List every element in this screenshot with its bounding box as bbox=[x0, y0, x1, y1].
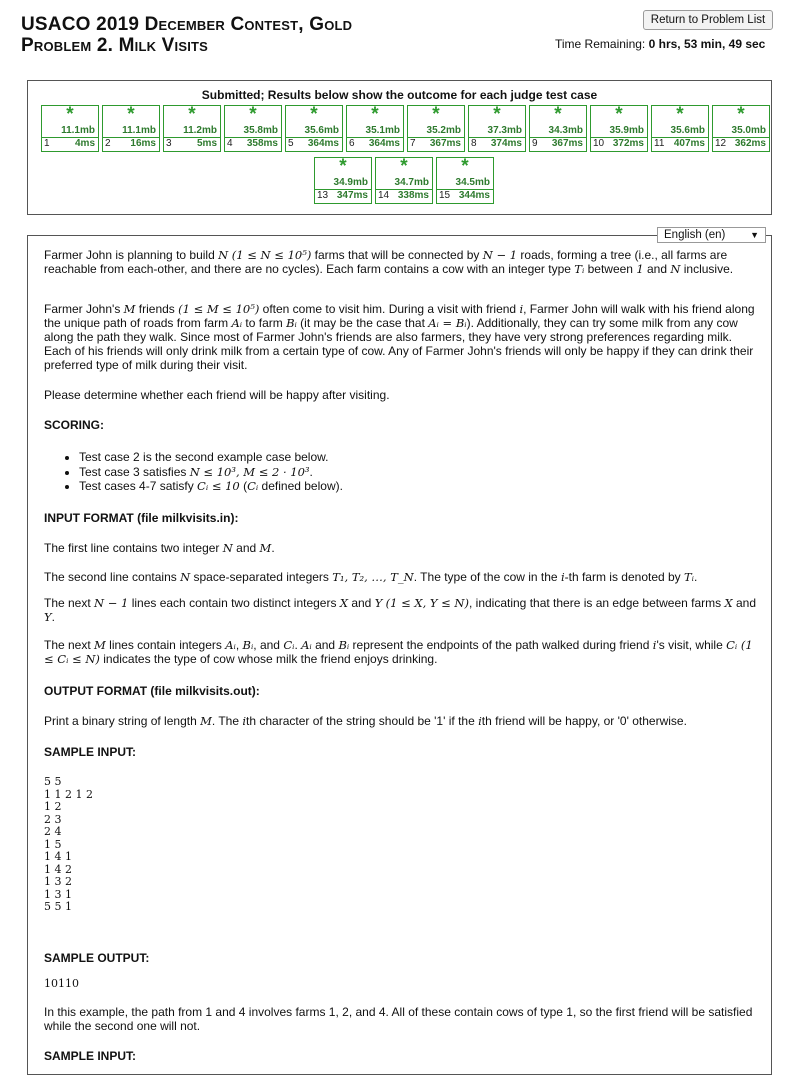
test-case-footer bbox=[376, 189, 432, 203]
math: M bbox=[94, 638, 106, 652]
list-item: • Test case 3 satisfies N ≤ 10³, M ≤ 2 · 10³. bbox=[79, 465, 679, 480]
math: (1 ≤ X, Y ≤ N) bbox=[385, 596, 469, 610]
math: M bbox=[200, 714, 212, 728]
math: i bbox=[478, 714, 482, 728]
test-case-footer bbox=[437, 189, 493, 203]
test-case-8 bbox=[468, 105, 526, 152]
math: N bbox=[180, 570, 191, 584]
list-item: • Test cases 4-7 satisfy Cᵢ ≤ 10 (Cᵢ defined below). bbox=[79, 479, 679, 494]
math: M bbox=[259, 541, 272, 555]
test-case-number: 11 bbox=[654, 138, 665, 149]
test-case-7 bbox=[407, 105, 465, 152]
language-select[interactable] bbox=[657, 227, 766, 243]
pass-star-icon: * bbox=[737, 104, 745, 125]
math: (1 ≤ M ≤ 10⁵) bbox=[178, 302, 260, 316]
math: Tᵢ bbox=[574, 262, 585, 276]
pass-star-icon: * bbox=[676, 104, 684, 125]
test-case-number: 15 bbox=[439, 190, 451, 201]
test-case-13 bbox=[314, 157, 372, 204]
math: Aᵢ bbox=[231, 316, 243, 330]
math: N bbox=[670, 262, 681, 276]
math: i bbox=[519, 302, 524, 316]
input-paragraph-4: The next M lines contain integers Aᵢ, Bᵢ, and Cᵢ. Aᵢ and Bᵢ represent the endpoints of the path walked during friend i's visit, while Cᵢ (1 ≤ Cᵢ ≤ N) indicates the type of cow whose milk the friend enjoys drinking. bbox=[44, 638, 753, 666]
test-case-memory: 11.2mb bbox=[183, 125, 217, 136]
test-case-2 bbox=[102, 105, 160, 152]
math: X bbox=[339, 596, 348, 610]
test-case-footer bbox=[42, 137, 98, 151]
statement-paragraph-2: Farmer John's M friends (1 ≤ M ≤ 10⁵) often come to visit him. During a visit with friend i, Farmer John will walk with his friend along the unique path of roads from farm Aᵢ to farm Bᵢ (it may be the case that Aᵢ = Bᵢ). Additionally, they can try some milk from any cow along the path they walk. Since most of Farmer John's friends are also farmers, they have very strong preferences regarding milk. Each of his friends will only drink milk from a certain type of cow. Any of Farmer John's friends will only be happy if they can drink their preferred type of milk during their visit. bbox=[44, 302, 755, 372]
pass-star-icon: * bbox=[400, 156, 408, 177]
test-case-footer bbox=[164, 137, 220, 151]
test-case-footer bbox=[530, 137, 586, 151]
problem-title: Problem 2. Milk Visits bbox=[21, 35, 209, 56]
test-case-memory: 35.9mb bbox=[609, 125, 644, 136]
math: Cᵢ ≤ 10 bbox=[197, 479, 240, 493]
test-case-time: 358ms bbox=[246, 138, 278, 149]
sample-output-heading: SAMPLE OUTPUT: bbox=[44, 951, 150, 965]
sample-input-block: 5 5 1 1 2 1 2 1 2 2 3 2 4 1 5 1 4 1 1 4 2 1 3 2 1 3 1 5 5 1 bbox=[44, 775, 93, 913]
sample-input-heading: SAMPLE INPUT: bbox=[44, 745, 137, 759]
test-case-time: 364ms bbox=[368, 138, 400, 149]
test-case-memory: 11.1mb bbox=[61, 125, 95, 136]
test-case-number: 1 bbox=[44, 138, 50, 149]
test-case-12 bbox=[712, 105, 770, 152]
pass-star-icon: * bbox=[188, 104, 196, 125]
test-case-number: 4 bbox=[227, 138, 233, 149]
test-case-footer bbox=[225, 137, 281, 151]
math: Aᵢ bbox=[225, 638, 236, 652]
input-paragraph-3: The next N − 1 lines each contain two distinct integers X and Y (1 ≤ X, Y ≤ N), indicating that there is an edge between farms X and Y. bbox=[44, 596, 757, 624]
test-case-memory: 34.3mb bbox=[548, 125, 583, 136]
test-case-6 bbox=[346, 105, 404, 152]
test-case-4 bbox=[224, 105, 282, 152]
test-case-number: 3 bbox=[166, 138, 172, 149]
test-case-number: 7 bbox=[410, 138, 416, 149]
test-case-memory: 37.3mb bbox=[487, 125, 522, 136]
results-panel bbox=[27, 80, 772, 215]
scoring-list bbox=[62, 450, 679, 494]
pass-star-icon: * bbox=[493, 104, 501, 125]
test-case-memory: 34.9mb bbox=[333, 177, 368, 188]
time-remaining-label: Time Remaining: bbox=[555, 37, 646, 51]
math: Aᵢ = Bᵢ bbox=[428, 316, 467, 330]
test-case-3 bbox=[163, 105, 221, 152]
page-title bbox=[21, 14, 352, 56]
math: 1 bbox=[636, 262, 644, 276]
test-case-time: 372ms bbox=[612, 138, 644, 149]
test-case-time: 5ms bbox=[196, 138, 217, 149]
return-to-problem-list-button[interactable]: Return to Problem List bbox=[643, 10, 773, 30]
test-case-time: 362ms bbox=[734, 138, 766, 149]
test-case-time: 344ms bbox=[458, 190, 490, 201]
test-case-number: 6 bbox=[349, 138, 355, 149]
test-case-11 bbox=[651, 105, 709, 152]
math: Cᵢ bbox=[247, 479, 259, 493]
statement-paragraph-1: Farmer John is planning to build N (1 ≤ N ≤ 10⁵) farms that will be connected by N − 1 roads, forming a tree (i.e., all farms are reachable from each-other, and there are no cycles). Each farm contains a cow with an integer type Tᵢ between 1 and N inclusive. bbox=[44, 248, 734, 276]
math: i bbox=[242, 714, 247, 728]
test-case-footer bbox=[103, 137, 159, 151]
math: Cᵢ (1 ≤ Cᵢ ≤ N) bbox=[44, 638, 753, 666]
test-case-memory: 35.2mb bbox=[426, 125, 461, 136]
input-format-heading: INPUT FORMAT (file milkvisits.in): bbox=[44, 511, 239, 525]
test-case-15 bbox=[436, 157, 494, 204]
test-case-memory: 35.6mb bbox=[304, 125, 339, 136]
math: N − 1 bbox=[482, 248, 518, 262]
test-case-number: 2 bbox=[105, 138, 111, 149]
list-item: • Test case 2 is the second example case below. bbox=[79, 450, 679, 465]
test-case-time: 374ms bbox=[490, 138, 522, 149]
test-case-time: 367ms bbox=[551, 138, 583, 149]
test-case-time: 347ms bbox=[336, 190, 368, 201]
test-case-number: 14 bbox=[378, 190, 390, 201]
contest-title: USACO 2019 December Contest, Gold bbox=[21, 14, 353, 35]
test-case-5 bbox=[285, 105, 343, 152]
math: Y bbox=[374, 596, 383, 610]
time-remaining bbox=[555, 37, 765, 51]
test-case-footer bbox=[591, 137, 647, 151]
input-paragraph-2: The second line contains N space-separated integers T₁, T₂, …, T_N. The type of the cow in the i-th farm is denoted by Tᵢ. bbox=[44, 570, 698, 584]
math: Y bbox=[44, 610, 52, 624]
test-case-number: 5 bbox=[288, 138, 294, 149]
sample-input-heading-2: SAMPLE INPUT: bbox=[44, 1049, 137, 1063]
results-title: Submitted; Results below show the outcome for each judge test case bbox=[201, 88, 598, 102]
math: Cᵢ bbox=[283, 638, 295, 652]
pass-star-icon: * bbox=[310, 104, 318, 125]
test-case-memory: 35.6mb bbox=[670, 125, 705, 136]
test-case-number: 8 bbox=[471, 138, 477, 149]
test-case-14 bbox=[375, 157, 433, 204]
math: N (1 ≤ N ≤ 10⁵) bbox=[218, 248, 312, 262]
math: X bbox=[724, 596, 733, 610]
test-case-number: 12 bbox=[715, 138, 727, 149]
test-case-10 bbox=[590, 105, 648, 152]
sample-explanation: In this example, the path from 1 and 4 involves farms 1, 2, and 4. All of these contain cows of type 1, so the first friend will be satisfied while the second one will not. bbox=[44, 1005, 753, 1033]
test-case-time: 16ms bbox=[130, 138, 156, 149]
test-case-footer bbox=[652, 137, 708, 151]
math: i bbox=[652, 638, 657, 652]
test-case-memory: 35.8mb bbox=[243, 125, 278, 136]
sample-output-block: 10110 bbox=[44, 977, 79, 990]
math: M bbox=[123, 302, 136, 316]
test-case-footer bbox=[713, 137, 769, 151]
test-case-memory: 34.7mb bbox=[394, 177, 429, 188]
pass-star-icon: * bbox=[615, 104, 623, 125]
pass-star-icon: * bbox=[554, 104, 562, 125]
test-case-footer bbox=[408, 137, 464, 151]
test-case-9 bbox=[529, 105, 587, 152]
test-case-footer bbox=[286, 137, 342, 151]
math: Bᵢ bbox=[242, 638, 254, 652]
pass-star-icon: * bbox=[249, 104, 257, 125]
test-case-number: 13 bbox=[317, 190, 329, 201]
math: Bᵢ bbox=[286, 316, 297, 330]
test-case-number: 10 bbox=[593, 138, 605, 149]
pass-star-icon: * bbox=[371, 104, 379, 125]
test-case-memory: 11.1mb bbox=[122, 125, 156, 136]
test-case-time: 4ms bbox=[74, 138, 95, 149]
time-remaining-value: 0 hrs, 53 min, 49 sec bbox=[648, 37, 766, 51]
output-format-heading: OUTPUT FORMAT (file milkvisits.out): bbox=[44, 684, 260, 698]
test-case-time: 364ms bbox=[307, 138, 339, 149]
test-case-footer bbox=[347, 137, 403, 151]
math: Bᵢ bbox=[338, 638, 350, 652]
test-case-memory: 34.5mb bbox=[455, 177, 490, 188]
pass-star-icon: * bbox=[127, 104, 135, 125]
math: i bbox=[560, 570, 565, 584]
scoring-heading: SCORING: bbox=[44, 418, 104, 432]
statement-paragraph-3: Please determine whether each friend will be happy after visiting. bbox=[44, 388, 390, 402]
page-header bbox=[0, 0, 800, 70]
math: N bbox=[222, 541, 233, 555]
pass-star-icon: * bbox=[339, 156, 347, 177]
language-selected-value: English (en) bbox=[664, 229, 726, 241]
pass-star-icon: * bbox=[461, 156, 469, 177]
test-case-footer bbox=[315, 189, 371, 203]
test-case-1 bbox=[41, 105, 99, 152]
math: N − 1 bbox=[94, 596, 129, 610]
math: Tᵢ bbox=[684, 570, 694, 584]
test-case-time: 367ms bbox=[429, 138, 461, 149]
test-case-footer bbox=[469, 137, 525, 151]
input-paragraph-1: The first line contains two integer N and M. bbox=[44, 541, 275, 555]
math: N ≤ 10³, M ≤ 2 · 10³ bbox=[189, 464, 310, 479]
math: Aᵢ bbox=[301, 638, 312, 652]
test-case-time: 338ms bbox=[397, 190, 429, 201]
pass-star-icon: * bbox=[432, 104, 440, 125]
test-case-memory: 35.0mb bbox=[731, 125, 766, 136]
test-case-memory: 35.1mb bbox=[365, 125, 400, 136]
math: T₁, T₂, …, T_N bbox=[332, 570, 414, 584]
dropdown-arrow-icon: ▼ bbox=[750, 230, 759, 240]
pass-star-icon: * bbox=[66, 104, 74, 125]
output-paragraph: Print a binary string of length M. The ith character of the string should be '1' if the ith friend will be happy, or '0' otherwise. bbox=[44, 714, 687, 728]
test-case-time: 407ms bbox=[673, 138, 705, 149]
test-case-number: 9 bbox=[532, 138, 538, 149]
